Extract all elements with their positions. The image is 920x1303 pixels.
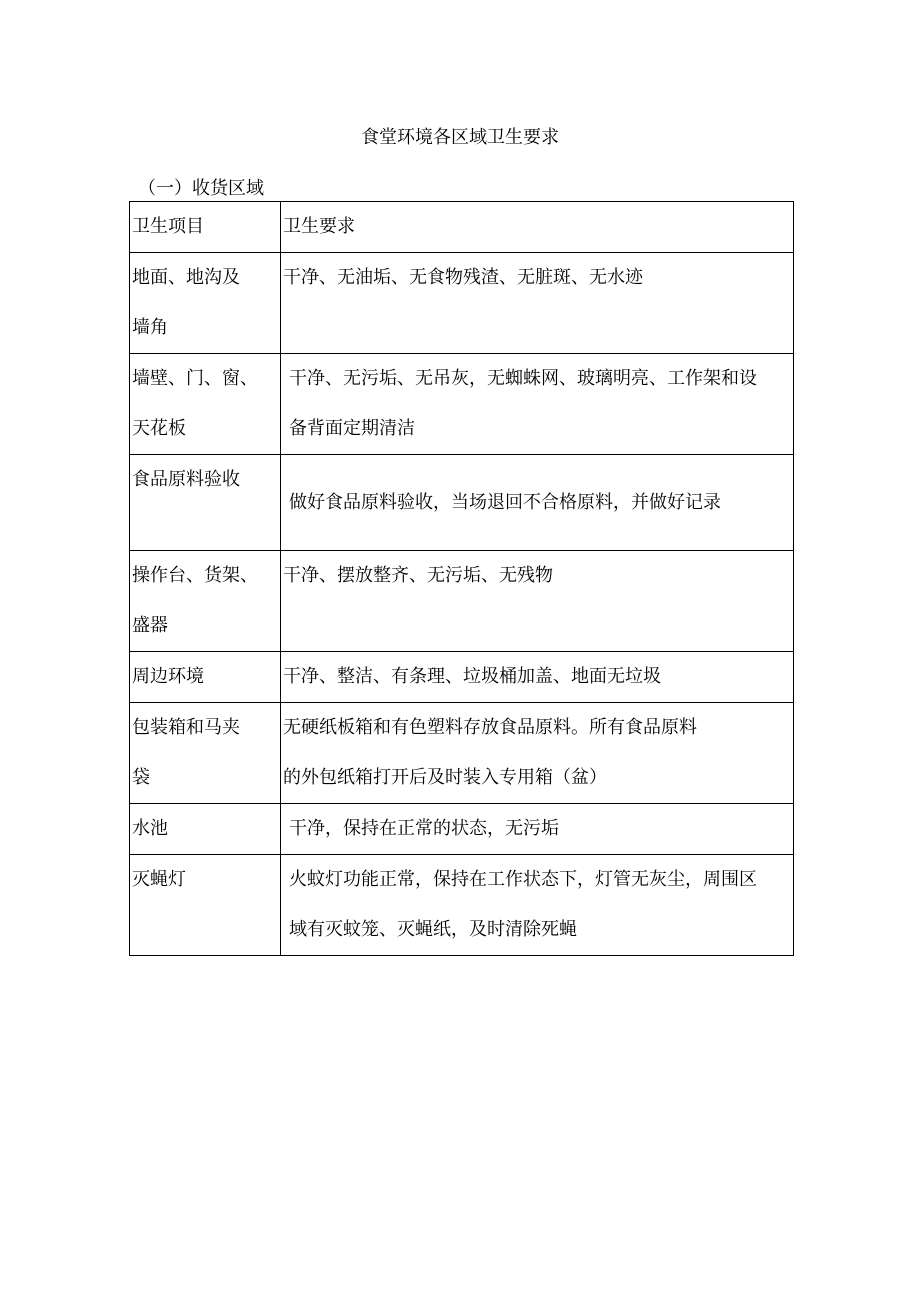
table-row — [130, 804, 794, 855]
table-header-row — [130, 202, 794, 253]
requirement-text: 干净、整洁、有条理、垃圾桶加盖、地面无垃圾 — [283, 666, 661, 687]
requirement-cell — [281, 855, 794, 956]
requirement-cell — [281, 804, 794, 855]
item-text: 墙壁、门、窗、 天花板 — [132, 368, 258, 439]
header-requirement-label: 卫生要求 — [283, 216, 355, 237]
requirement-text: 干净、无污垢、无吊灰，无蜘蛛网、玻璃明亮、工作架和设 备背面定期清洁 — [289, 368, 757, 439]
item-cell — [130, 652, 281, 703]
table-row — [130, 253, 794, 354]
requirement-text: 干净、摆放整齐、无污垢、无残物 — [283, 565, 553, 586]
item-text: 灭蝇灯 — [132, 869, 186, 890]
requirement-text: 干净、无油垢、无食物残渣、无脏斑、无水迹 — [283, 267, 643, 288]
requirement-text: 无硬纸板箱和有色塑料存放食品原料。所有食品原料 的外包纸箱打开后及时装入专用箱（盆） — [283, 717, 697, 788]
requirement-cell — [281, 551, 794, 652]
item-text: 操作台、货架、 盛器 — [132, 565, 258, 636]
header-cell-requirement — [281, 202, 794, 253]
table-row — [130, 652, 794, 703]
requirement-cell — [281, 253, 794, 354]
hygiene-requirements-table — [129, 201, 794, 956]
requirement-text: 火蚊灯功能正常，保持在工作状态下，灯管无灰尘，周围区 域有灭蚊笼、灭蝇纸，及时清除死蝇 — [289, 869, 757, 940]
document-title: 食堂环境各区域卫生要求 — [361, 127, 559, 148]
table-row — [130, 354, 794, 455]
item-text: 包装箱和马夹 袋 — [132, 717, 240, 788]
requirement-cell — [281, 652, 794, 703]
table-row — [130, 551, 794, 652]
table-row — [130, 455, 794, 551]
item-text: 食品原料验收 — [132, 469, 240, 490]
item-cell — [130, 551, 281, 652]
requirement-text: 干净，保持在正常的状态，无污垢 — [289, 818, 559, 839]
requirement-cell — [281, 455, 794, 551]
section-heading: （一）收货区域 — [138, 178, 264, 199]
header-cell-item — [130, 202, 281, 253]
item-text: 地面、地沟及 墙角 — [132, 267, 240, 338]
requirement-text: 做好食品原料验收，当场退回不合格原料，并做好记录 — [289, 491, 721, 513]
item-text: 水池 — [132, 818, 168, 839]
item-cell — [130, 354, 281, 455]
item-cell — [130, 455, 281, 551]
item-text: 周边环境 — [132, 666, 204, 687]
item-cell — [130, 703, 281, 804]
item-cell — [130, 855, 281, 956]
item-cell — [130, 804, 281, 855]
table-row — [130, 703, 794, 804]
item-cell — [130, 253, 281, 354]
requirement-cell — [281, 703, 794, 804]
table-row — [130, 855, 794, 956]
header-item-label: 卫生项目 — [132, 216, 204, 237]
requirement-cell — [281, 354, 794, 455]
